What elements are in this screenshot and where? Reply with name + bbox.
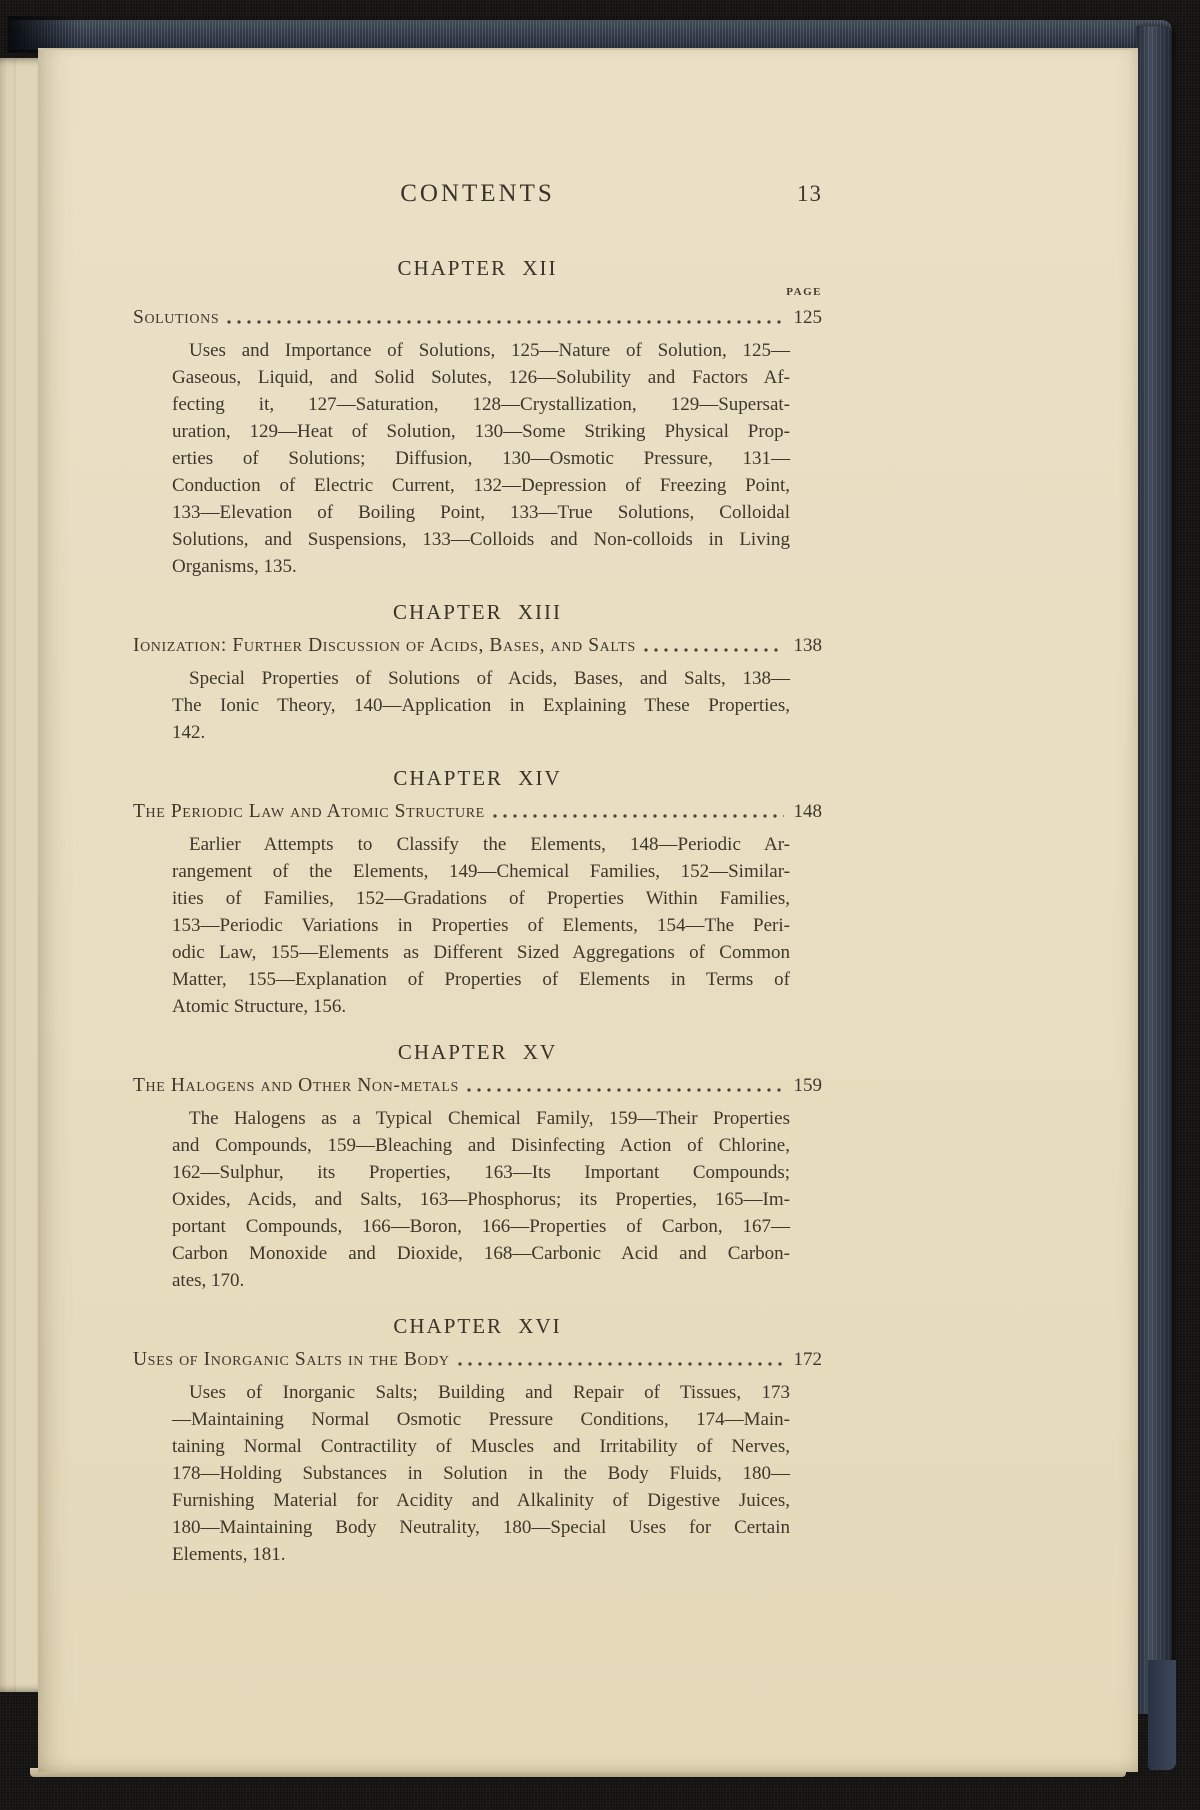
toc-line: Earlier Attempts to Classify the Elements, 148—Periodic Ar- <box>189 834 790 855</box>
toc-entry-page: 172 <box>793 1349 822 1370</box>
toc-line: The Halogens as a Typical Chemical Family, 159—Their Properties <box>189 1108 790 1129</box>
toc-line: ates, 170. <box>172 1270 245 1291</box>
toc-line: —Maintaining Normal Osmotic Pressure Conditions, 174—Main- <box>172 1409 790 1430</box>
toc-entry-title: Ionization: Further Discussion of Acids, Bases, and Salts <box>133 635 636 656</box>
toc-line: Oxides, Acids, and Salts, 163—Phosphorus; its Properties, 165—Im- <box>172 1189 790 1210</box>
toc-entry-page: 148 <box>793 801 822 822</box>
toc-line: Conduction of Electric Current, 132—Depression of Freezing Point, <box>172 475 790 496</box>
book-cover-bottom-right-corner <box>1148 1660 1176 1770</box>
toc-entry-title: The Periodic Law and Atomic Structure <box>133 801 485 822</box>
toc-entry <box>133 633 822 659</box>
book-cover-right-edge <box>1136 26 1172 1714</box>
chapter-heading: CHAPTER XVI <box>393 1314 562 1338</box>
toc-line: portant Compounds, 166—Boron, 166—Properties of Carbon, 167— <box>172 1216 790 1237</box>
toc-entry-title: Solutions <box>133 307 220 328</box>
toc-line: Uses and Importance of Solutions, 125—Nature of Solution, 125— <box>189 340 790 361</box>
toc-line: fecting it, 127—Saturation, 128—Crystallization, 129—Supersat- <box>172 394 790 415</box>
toc-line: ities of Families, 152—Gradations of Properties Within Families, <box>172 888 790 909</box>
book-cover-corner-shadow <box>8 16 78 52</box>
toc-entry <box>133 305 822 331</box>
toc-entry-title: The Halogens and Other Non-metals <box>133 1075 459 1096</box>
book-page <box>38 48 1138 1772</box>
toc-line: uration, 129—Heat of Solution, 130—Some Striking Physical Prop- <box>172 421 790 442</box>
toc-line: Furnishing Material for Acidity and Alkalinity of Digestive Juices, <box>172 1490 790 1511</box>
toc-entry-page: 138 <box>793 635 822 656</box>
toc-paragraph <box>172 831 790 1020</box>
dot-leader <box>225 319 783 325</box>
toc-line: 153—Periodic Variations in Properties of Elements, 154—The Peri- <box>172 915 790 936</box>
toc-line: The Ionic Theory, 140—Application in Explaining These Properties, <box>172 695 790 716</box>
toc-line: 162—Sulphur, its Properties, 163—Its Important Compounds; <box>172 1162 790 1183</box>
toc-line: erties of Solutions; Diffusion, 130—Osmotic Pressure, 131— <box>172 448 790 469</box>
page-stack-left-edge <box>0 58 40 1692</box>
toc-entry-page: 159 <box>793 1075 822 1096</box>
page-column-label: PAGE <box>786 286 822 298</box>
dot-leader <box>491 813 784 819</box>
toc-line: Gaseous, Liquid, and Solid Solutes, 126—Solubility and Factors Af- <box>172 367 790 388</box>
toc-line: taining Normal Contractility of Muscles and Irritability of Nerves, <box>172 1436 790 1457</box>
book-cover-top-edge <box>8 20 1172 50</box>
toc-line: 180—Maintaining Body Neutrality, 180—Special Uses for Certain <box>172 1517 790 1538</box>
toc-line: Solutions, and Suspensions, 133—Colloids and Non-colloids in Living <box>172 529 790 550</box>
running-page-number: 13 <box>797 181 822 206</box>
toc-line: Special Properties of Solutions of Acids, Bases, and Salts, 138— <box>189 668 790 689</box>
toc-entry <box>133 799 822 825</box>
chapter-heading: CHAPTER XV <box>397 1040 558 1064</box>
toc-line: Uses of Inorganic Salts; Building and Repair of Tissues, 173 <box>189 1382 790 1403</box>
toc-paragraph <box>172 1105 790 1294</box>
toc-line: Carbon Monoxide and Dioxide, 168—Carbonic Acid and Carbon- <box>172 1243 790 1264</box>
toc-line: and Compounds, 159—Bleaching and Disinfecting Action of Chlorine, <box>172 1135 790 1156</box>
page-header <box>133 180 822 210</box>
toc-line: 178—Holding Substances in Solution in the Body Fluids, 180— <box>172 1463 790 1484</box>
toc-paragraph <box>172 337 790 580</box>
toc-line: 133—Elevation of Boiling Point, 133—True Solutions, Colloidal <box>172 502 790 523</box>
toc-line: Organisms, 135. <box>172 556 297 577</box>
toc-paragraph <box>172 1379 790 1568</box>
chapter-heading: CHAPTER XII <box>397 256 558 280</box>
toc-line: Atomic Structure, 156. <box>172 996 347 1017</box>
toc-entry <box>133 1073 822 1099</box>
contents-title: CONTENTS <box>400 180 555 207</box>
toc-line: Elements, 181. <box>172 1544 286 1565</box>
dot-leader <box>456 1361 784 1367</box>
toc-entry-page: 125 <box>793 307 822 328</box>
chapter-heading: CHAPTER XIII <box>392 600 563 624</box>
dot-leader <box>642 647 784 653</box>
dot-leader <box>465 1087 784 1093</box>
toc-line: Matter, 155—Explanation of Properties of Elements in Terms of <box>172 969 790 990</box>
toc-line: rangement of the Elements, 149—Chemical Families, 152—Similar- <box>172 861 790 882</box>
toc-paragraph <box>172 665 790 746</box>
toc-line: odic Law, 155—Elements as Different Sized Aggregations of Common <box>172 942 790 963</box>
toc-line: 142. <box>172 722 206 743</box>
toc-entry <box>133 1347 822 1373</box>
toc-entry-title: Uses of Inorganic Salts in the Body <box>133 1349 450 1370</box>
contents-text-block <box>133 180 822 1568</box>
chapter-heading: CHAPTER XIV <box>393 766 562 790</box>
